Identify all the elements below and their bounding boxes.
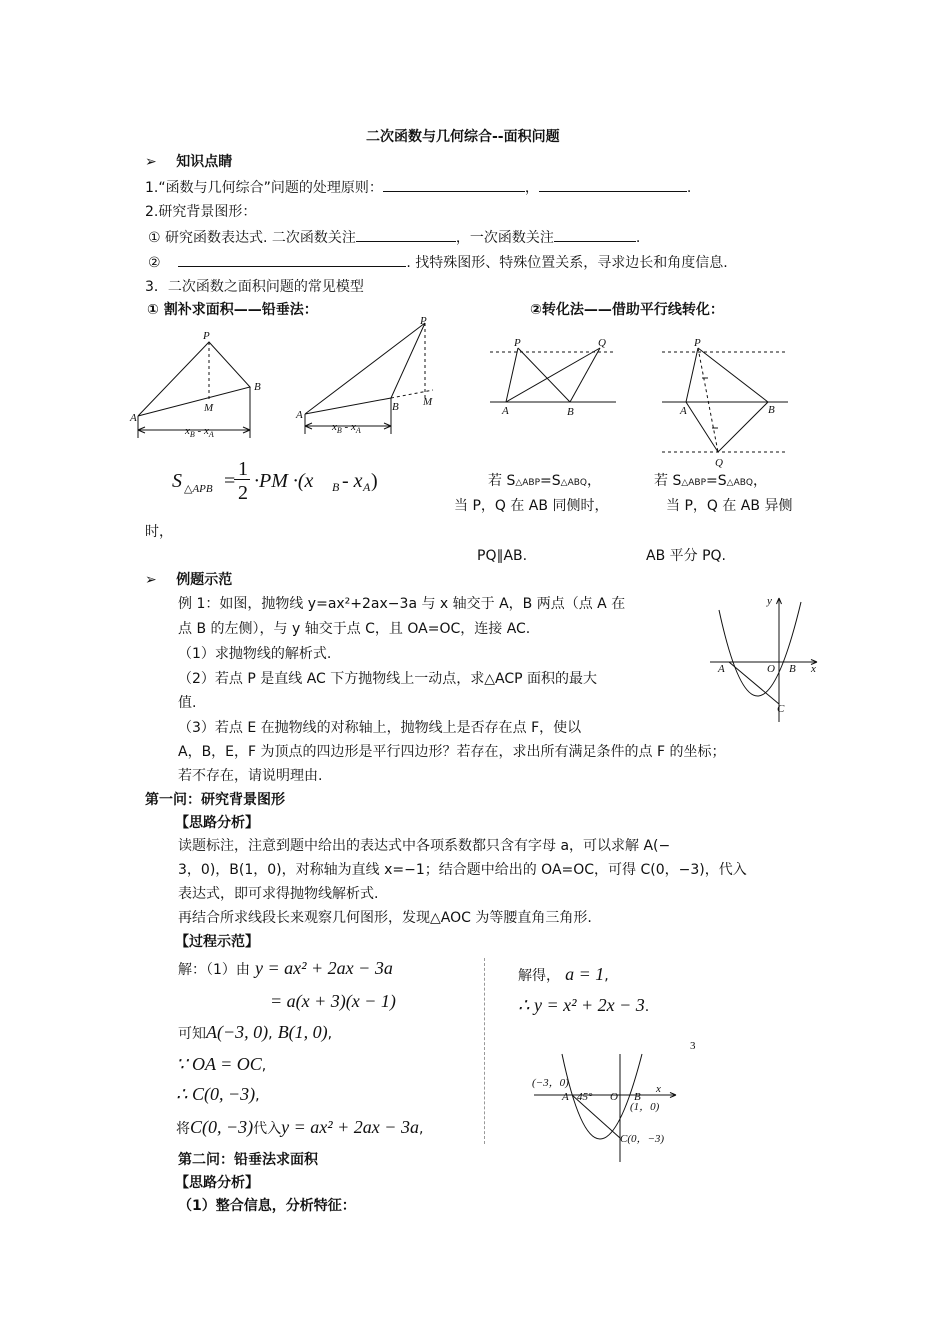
bullet-arrow-icon: ➢ (145, 154, 157, 170)
coord-a: (−3，0) (532, 1077, 569, 1089)
bullet-arrow-icon: ➢ (145, 572, 157, 588)
example-text: 例 1：如图，抛物线 y=ax²+2ax−3a 与 x 轴交于 A，B 两点（点 A 在 (178, 596, 626, 612)
solution-step-1: 解：（1）由 y = ax² + 2ax − 3a (178, 958, 393, 978)
question-1: （1）求抛物线的解析式. (178, 646, 332, 662)
part1-heading: 第一问：研究背景图形 (145, 792, 285, 808)
label-p: P (514, 337, 521, 349)
page-title: 二次函数与几何综合--面积问题 (366, 129, 560, 145)
analysis-text: 读题标注，注意到题中给出的表达式中各项系数都只含有字母 a，可以求解 A(− (178, 838, 671, 854)
label-y: y (767, 595, 772, 607)
condition-same-side: 若 S△ABP=S△ABQ， (488, 473, 601, 489)
analysis-text: 3，0)，B(1，0)，对称轴为直线 x=−1；结合题中给出的 OA=OC，可得 C(0，−3)，代入 (178, 862, 747, 878)
page-number: 3 (690, 1040, 696, 1052)
analysis-text: 表达式，即可求得抛物线解析式. (178, 886, 379, 902)
triangle-abp (506, 348, 570, 402)
part2-heading: 第二问：铅垂法求面积 (178, 1152, 318, 1168)
answer-blank[interactable] (554, 227, 636, 242)
example-heading: ➢ 例题示范 (145, 572, 233, 588)
coord-c: C(0，−3) (620, 1133, 665, 1145)
label-a: A (296, 409, 303, 421)
background-line: 2.研究背景图形： (145, 204, 257, 220)
solution-step-4: ∵ OA = OC, (176, 1054, 267, 1074)
principle-line: 1.“函数与几何综合”问题的处理原则： ， . (145, 177, 691, 198)
part2-step-1: （1）整合信息，分析特征： (178, 1198, 356, 1214)
label-p: P (420, 315, 427, 327)
knowledge-heading: ➢ 知识点睛 (145, 154, 233, 170)
solution-parabola-graph (528, 1052, 678, 1164)
ab-bisect-text: AB 平分 PQ. (646, 548, 726, 564)
label-x: x (656, 1083, 661, 1095)
answer-blank[interactable] (383, 177, 525, 192)
solution-step-3: 可知A(−3, 0), B(1, 0), (178, 1022, 333, 1042)
answer-blank[interactable] (178, 252, 406, 267)
label-a: A (718, 663, 725, 675)
example-parabola-graph (705, 592, 825, 727)
parabola (719, 602, 801, 696)
label-o: O (767, 663, 775, 675)
width-label: $x_B - x_A$ (185, 425, 214, 439)
label-b: B (567, 406, 574, 418)
label-x: x (811, 663, 816, 675)
question-2-cont: 值. (178, 695, 197, 711)
label-a: A (562, 1091, 569, 1103)
quadrilateral-apbq (686, 348, 768, 452)
vertical-method-figure-2 (292, 312, 442, 438)
label-a: A (502, 405, 509, 417)
parallel-same-side-figure (488, 334, 618, 424)
study-function-line: ① 研究函数表达式. 二次函数关注 ，一次函数关注 . (148, 227, 640, 248)
part2-analysis-heading: 【思路分析】 (175, 1175, 259, 1191)
model1-heading: ① 割补求面积——铅垂法： (147, 302, 318, 318)
solution-step-5: ∴ C(0, −3), (176, 1084, 260, 1104)
label-b: B (634, 1091, 641, 1103)
analysis-text: 再结合所求线段长来观察几何图形，发现△AOC 为等腰直角三角形. (178, 910, 592, 926)
model2-heading: ②转化法——借助平行线转化： (530, 302, 724, 318)
pq-parallel-text: PQ∥AB. (477, 548, 528, 564)
solution-result-1: 解得， a = 1, (518, 964, 609, 984)
label-q: Q (598, 337, 606, 349)
models-line: 3．二次函数之面积问题的常见模型 (145, 279, 364, 295)
label-b: B (392, 401, 399, 413)
coord-b: (1，0) (630, 1101, 660, 1113)
label-o: O (610, 1091, 618, 1103)
answer-blank[interactable] (356, 227, 456, 242)
label-q: Q (715, 457, 723, 469)
process-heading: 【过程示范】 (175, 934, 259, 950)
vertical-method-figure-1 (125, 326, 275, 446)
column-divider (484, 958, 485, 1144)
question-3-cont: 若不存在，请说明理由. (178, 768, 323, 784)
solution-result-2: ∴ y = x² + 2x − 3. (518, 995, 650, 1015)
angle-label: 45° (577, 1091, 593, 1103)
wrap-text: 时， (145, 524, 173, 540)
width-label: $x_B - x_A$ (332, 421, 361, 435)
example-text: 点 B 的左侧），与 y 轴交于点 C，且 OA=OC，连接 AC. (178, 621, 531, 637)
label-b: B (254, 381, 261, 393)
label-a: A (130, 412, 137, 424)
label-b: B (789, 663, 796, 675)
question-3-cont: A，B，E，F 为顶点的四边形是平行四边形？若存在，求出所有满足条件的点 F 的坐标； (178, 744, 726, 760)
label-m: M (423, 396, 433, 408)
label-m: M (204, 402, 214, 414)
question-3: （3）若点 E 在抛物线的对称轴上，抛物线上是否存在点 F，使以 (178, 720, 582, 736)
label-a: A (680, 405, 687, 417)
analysis-heading: 【思路分析】 (175, 815, 259, 831)
opposite-side-text: 当 P，Q 在 AB 异侧 (666, 498, 793, 514)
solution-step-2: = a(x + 3)(x − 1) (270, 991, 396, 1011)
label-b: B (768, 404, 775, 416)
triangle-apb (138, 342, 250, 416)
same-side-text: 当 P，Q 在 AB 同侧时， (454, 498, 609, 514)
segment-aq (506, 348, 600, 402)
question-2: （2）若点 P 是直线 AC 下方抛物线上一动点，求△ACP 面积的最大 (178, 671, 598, 687)
label-p: P (694, 337, 701, 349)
answer-blank[interactable] (539, 177, 687, 192)
label-p: P (203, 330, 210, 342)
study-geometry-line: ② . 找特殊图形、特殊位置关系，寻求边长和角度信息. (148, 252, 728, 273)
parallel-opposite-side-figure (660, 334, 790, 470)
solution-step-6: 将C(0, −3)代入y = ax² + 2ax − 3a, (176, 1117, 424, 1137)
label-c: C (777, 703, 785, 715)
condition-opposite-side: 若 S△ABP=S△ABQ， (654, 473, 767, 489)
triangle-apb (305, 323, 425, 414)
